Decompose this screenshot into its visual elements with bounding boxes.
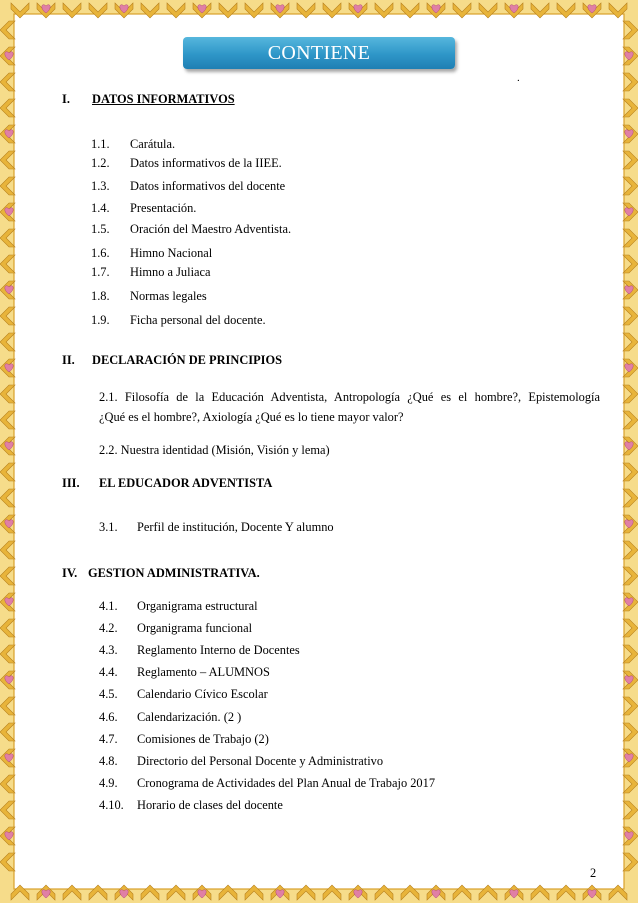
section-4-title: GESTION ADMINISTRATIVA. <box>88 566 260 580</box>
item-number: 4.4. <box>99 665 118 679</box>
item-number: 1.5. <box>91 222 110 236</box>
item-text: Datos informativos de la IIEE. <box>130 156 282 170</box>
item-text: Cronograma de Actividades del Plan Anual de Trabajo 2017 <box>137 776 436 790</box>
item-text: Datos informativos del docente <box>130 179 286 193</box>
banner-title: CONTIENE <box>267 41 371 64</box>
section-3-number: III. <box>62 476 80 490</box>
item-text: Comisiones de Trabajo (2) <box>137 732 269 746</box>
item-number: 1.2. <box>91 156 110 170</box>
item-text: Organigrama funcional <box>137 621 253 635</box>
section-4-number: IV. <box>62 566 78 580</box>
item-number: 4.10. <box>99 798 124 812</box>
principles-paragraph-line-1: 2.1. Filosofía de la Educación Adventista, Antropología ¿Qué es el hombre?, Epistemología <box>99 390 600 404</box>
item-text: Oración del Maestro Adventista. <box>130 222 292 236</box>
item-number: 1.1. <box>91 137 110 151</box>
principles-paragraph-line-2: ¿Qué es el hombre?, Axiología ¿Qué es lo tiene mayor valor? <box>99 410 404 424</box>
identity-paragraph: 2.2. Nuestra identidad (Misión, Visión y lema) <box>99 443 330 457</box>
stray-dot: . <box>517 72 520 84</box>
item-text: Directorio del Personal Docente y Administrativo <box>137 754 384 768</box>
section-3-title: EL EDUCADOR ADVENTISTA <box>99 476 273 490</box>
section-1-title: DATOS INFORMATIVOS <box>92 92 235 106</box>
item-number: 4.5. <box>99 687 118 701</box>
item-text: Perfil de institución, Docente Y alumno <box>137 520 334 534</box>
item-number: 1.6. <box>91 246 110 260</box>
section-1-number: I. <box>62 92 70 106</box>
item-text: Reglamento Interno de Docentes <box>137 643 300 657</box>
item-text: Normas legales <box>130 289 207 303</box>
item-number: 4.3. <box>99 643 118 657</box>
item-text: Reglamento – ALUMNOS <box>137 665 270 679</box>
item-number: 4.2. <box>99 621 118 635</box>
item-text: Carátula. <box>130 137 176 151</box>
item-text: Calendario Cívico Escolar <box>137 687 268 701</box>
item-number: 1.9. <box>91 313 110 327</box>
item-number: 3.1. <box>99 520 118 534</box>
section-2-number: II. <box>62 353 75 367</box>
item-text: Organigrama estructural <box>137 599 258 613</box>
section-2-title: DECLARACIÓN DE PRINCIPIOS <box>92 353 283 367</box>
item-text: Himno Nacional <box>130 246 213 260</box>
item-text: Ficha personal del docente. <box>130 313 266 327</box>
item-number: 4.8. <box>99 754 118 768</box>
item-number: 4.6. <box>99 710 118 724</box>
contents-banner <box>183 37 455 69</box>
item-number: 1.8. <box>91 289 110 303</box>
item-number: 1.4. <box>91 201 110 215</box>
item-text: Calendarización. (2 ) <box>137 710 242 724</box>
item-number: 1.3. <box>91 179 110 193</box>
item-number: 4.1. <box>99 599 118 613</box>
item-text: Horario de clases del docente <box>137 798 283 812</box>
item-number: 4.9. <box>99 776 118 790</box>
item-text: Presentación. <box>130 201 197 215</box>
item-text: Himno a Juliaca <box>130 265 211 279</box>
item-number: 4.7. <box>99 732 118 746</box>
page-number: 2 <box>590 866 597 880</box>
item-number: 1.7. <box>91 265 110 279</box>
